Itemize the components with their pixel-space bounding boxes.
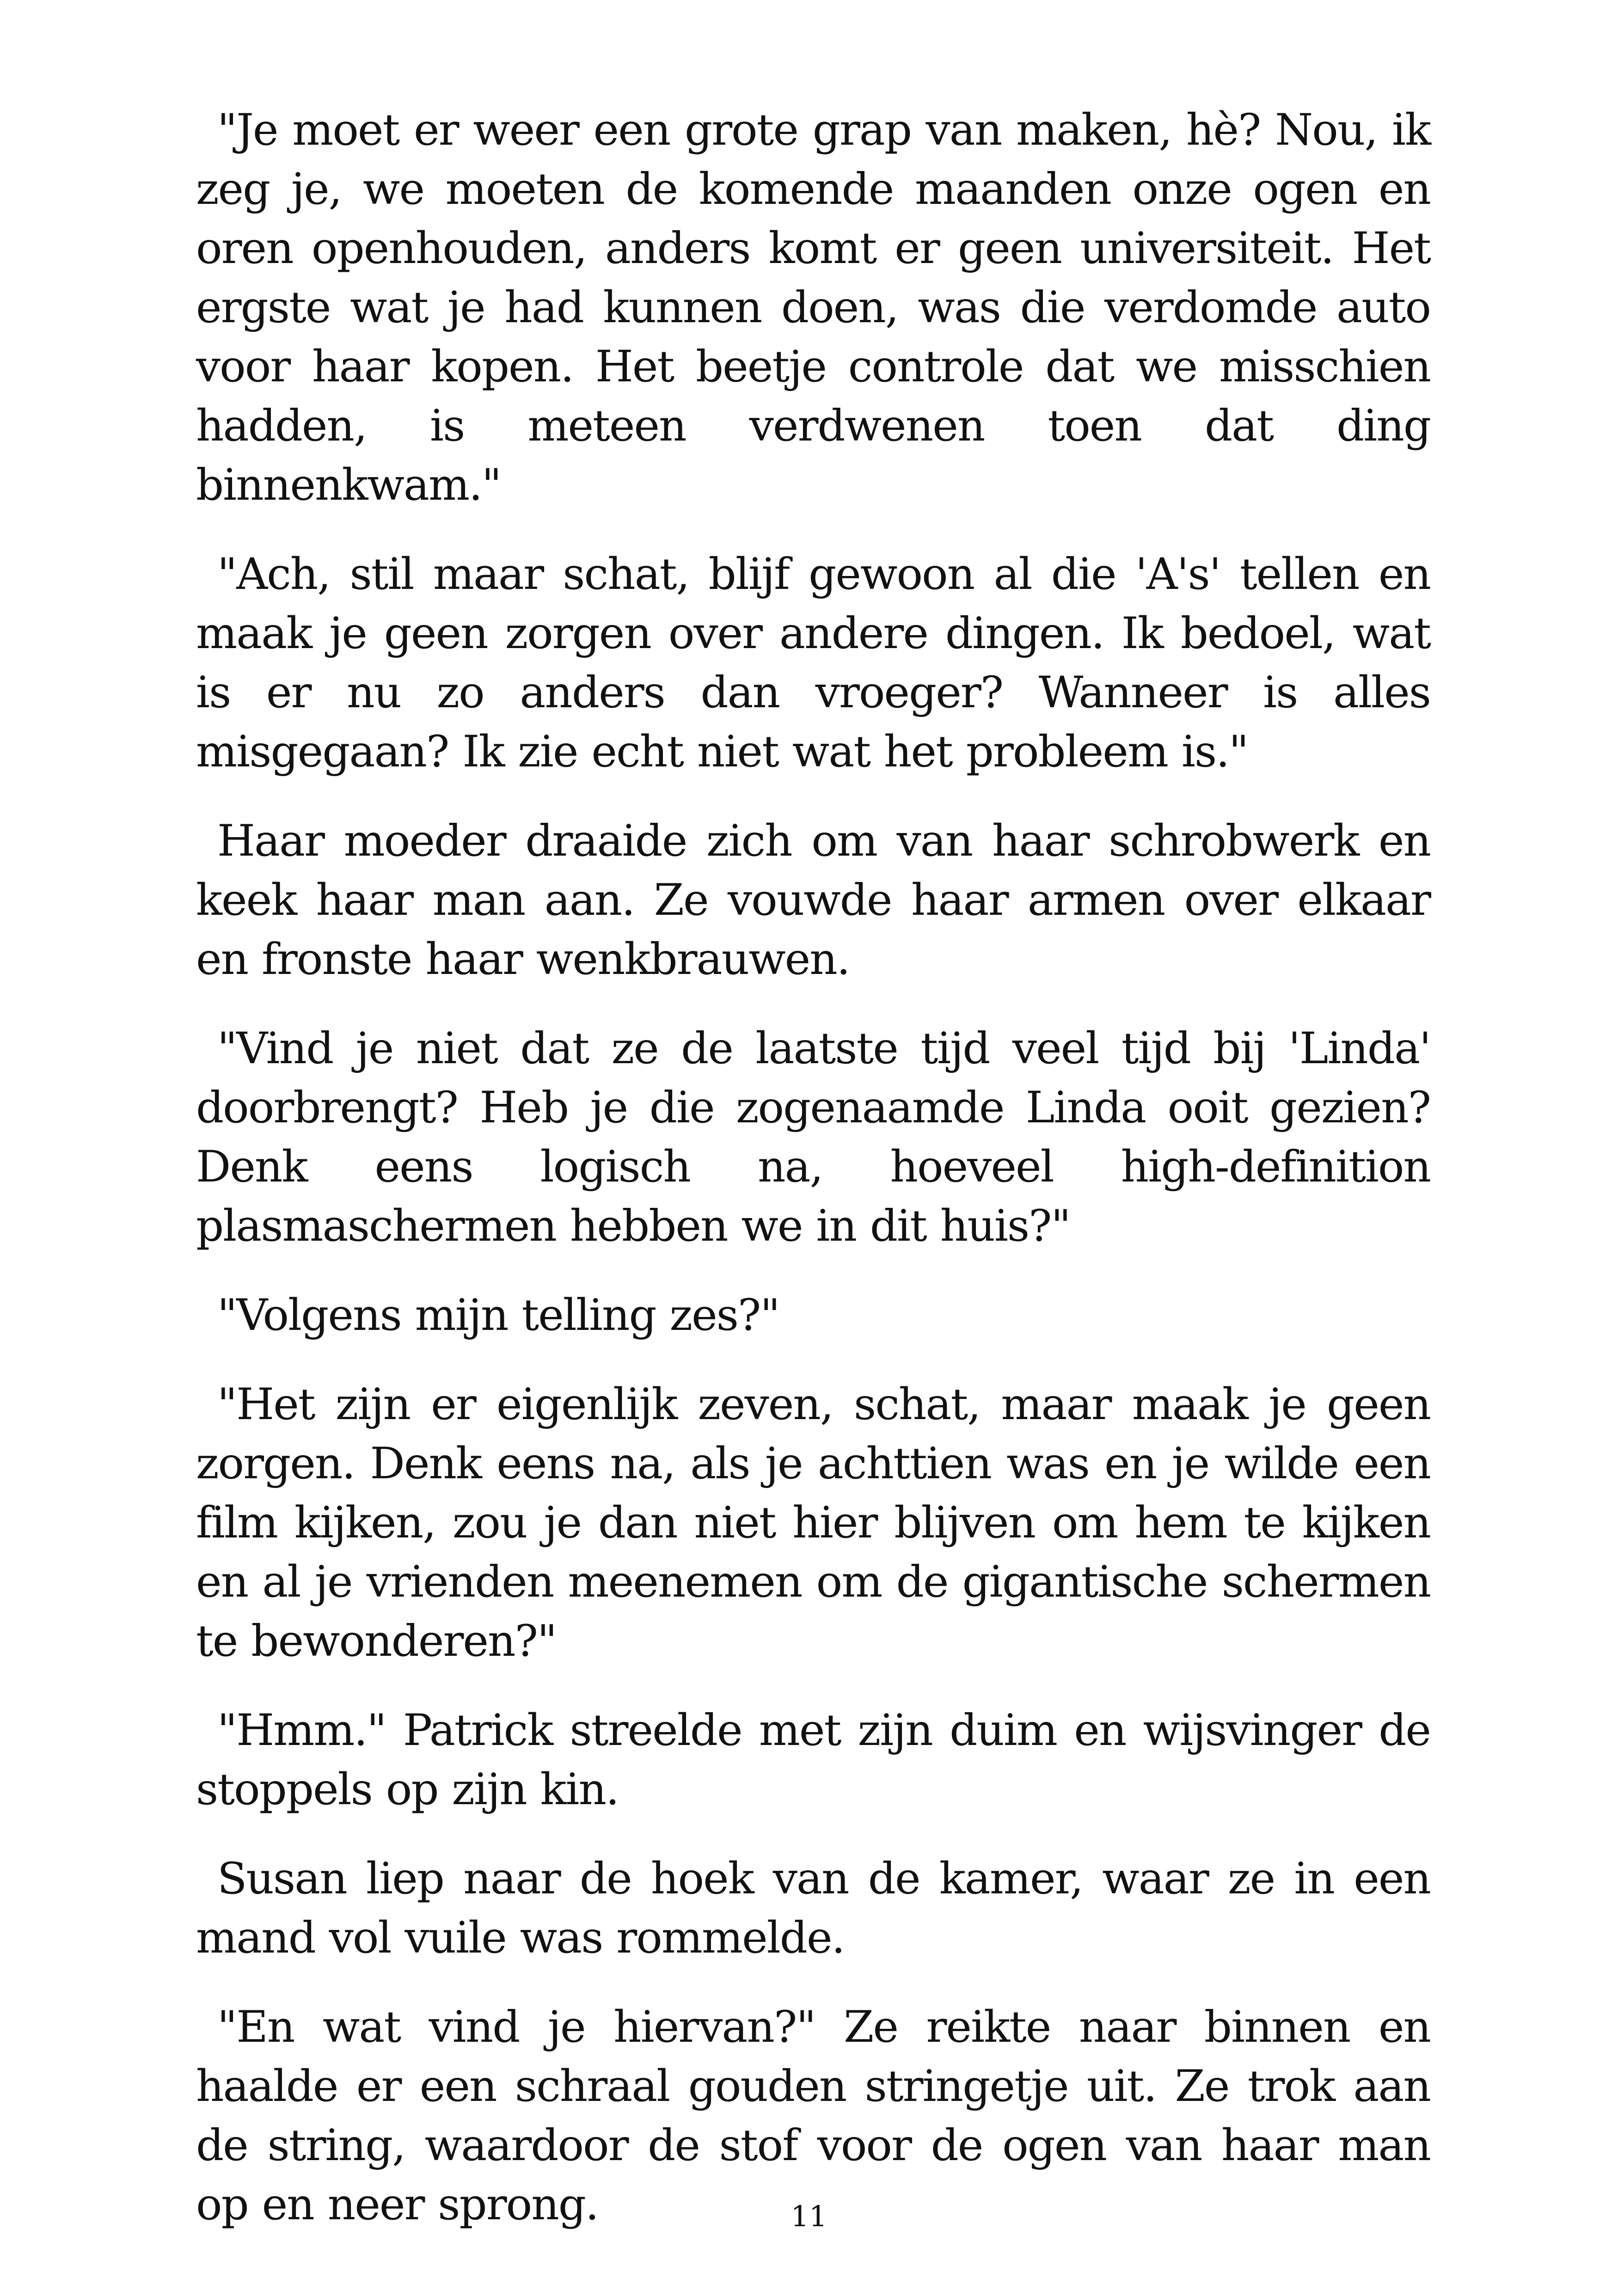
paragraph: "Het zijn er eigenlijk zeven, schat, maar maak je geen zorgen. Denk eens na, als je achttien was en je wilde een film kijken, zou je dan niet hier blijven om hem te kijken en al je vrienden meenemen om de gigantische schermen te bewonderen?" <box>196 1379 1430 1666</box>
paragraph: "Volgens mijn telling zes?" <box>217 1290 779 1341</box>
paragraph: Haar moeder draaide zich om van haar schrobwerk en keek haar man aan. Ze vouwde haar armen over elkaar en fronste haar wenkbrauwen. <box>196 816 1430 985</box>
body-text <box>196 101 1430 2265</box>
page-number: 11 <box>791 2199 827 2233</box>
paragraph: "En wat vind je hiervan?" Ze reikte naar binnen en haalde er een schraal gouden stringetje uit. Ze trok aan de string, waardoor de stof voor de ogen van haar man op en neer sprong. <box>196 2002 1430 2230</box>
paragraph: "Ach, stil maar schat, blijf gewoon al die 'A's' tellen en maak je geen zorgen over andere dingen. Ik bedoel, wat is er nu zo anders dan vroeger? Wanneer is alles misgegaan? Ik zie echt niet wat het probleem is." <box>196 549 1430 777</box>
paragraph: Susan liep naar de hoek van de kamer, waar ze in een mand vol vuile was rommelde. <box>196 1854 1430 1963</box>
paragraph: "Hmm." Patrick streelde met zijn duim en wijsvinger de stoppels op zijn kin. <box>196 1705 1430 1815</box>
paragraph: "Je moet er weer een grote grap van maken, hè? Nou, ik zeg je, we moeten de komende maanden onze ogen en oren openhouden, anders komt er geen universiteit. Het ergste wat je had kunnen doen, was die verdomde auto voor haar kopen. Het beetje controle dat we misschien hadden, is meteen verdwenen toen dat ding binnenkwam." <box>196 105 1430 510</box>
paragraph: "Vind je niet dat ze de laatste tijd veel tijd bij 'Linda' doorbrengt? Heb je die zogenaamde Linda ooit gezien? Denk eens logisch na, hoeveel high-definition plasmaschermen hebben we in dit huis?" <box>196 1023 1430 1251</box>
